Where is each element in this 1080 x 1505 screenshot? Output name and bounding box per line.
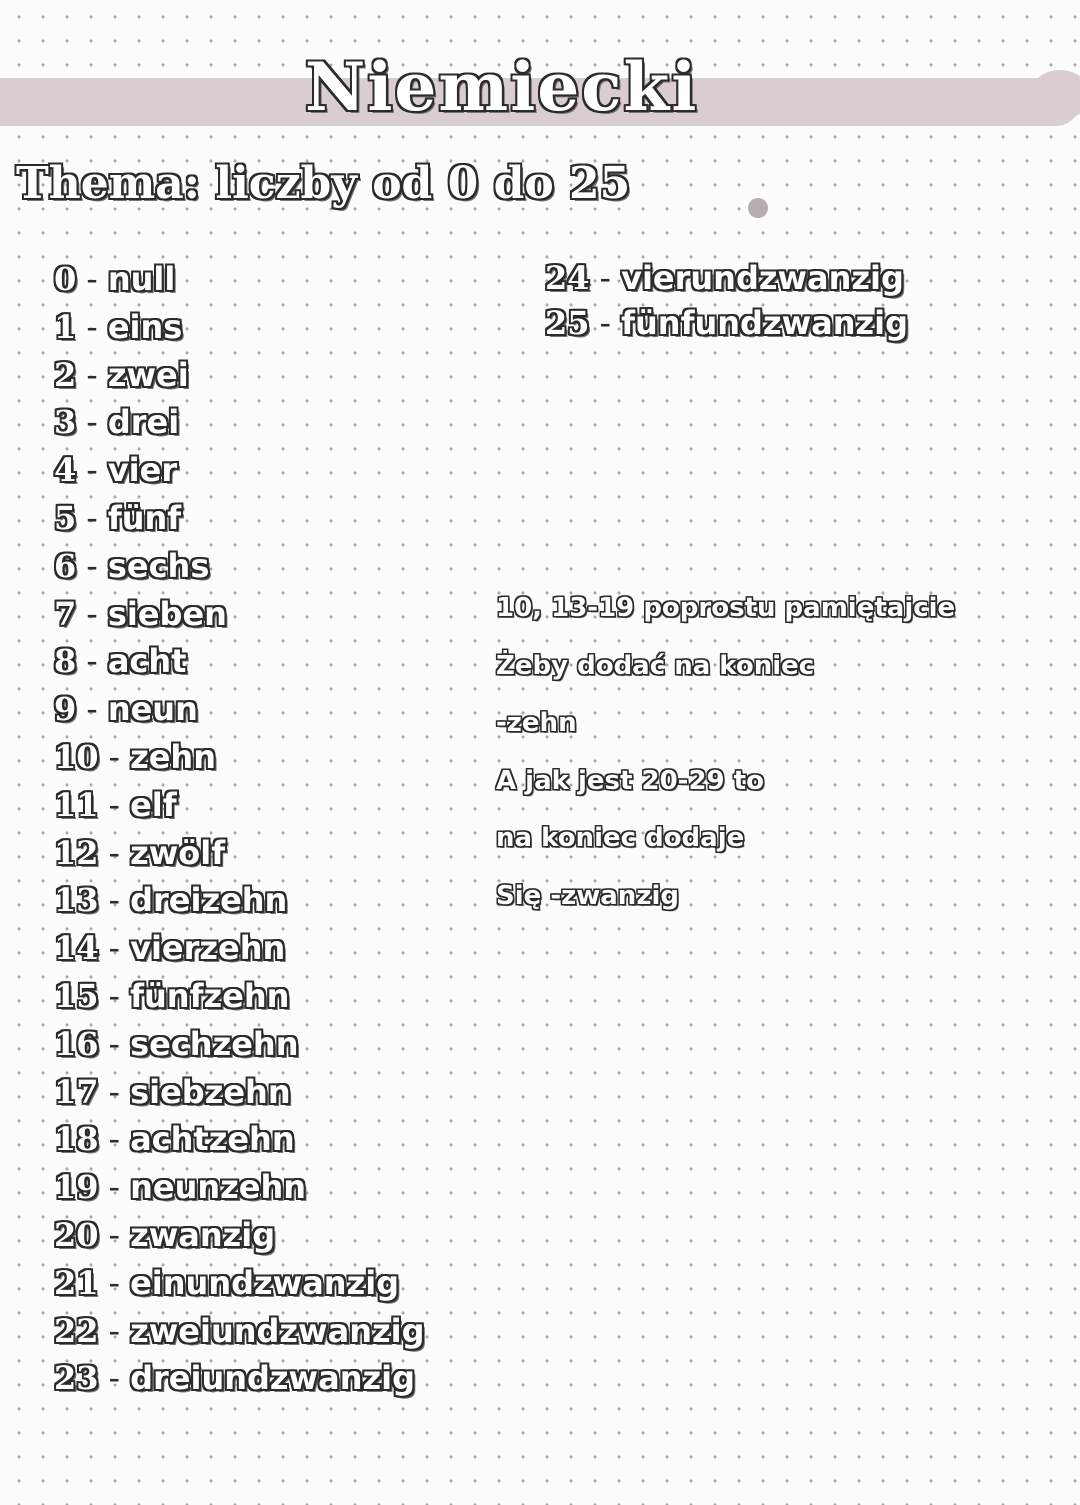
number-digit: 22 bbox=[54, 1311, 99, 1350]
number-word: dreiundzwanzig bbox=[130, 1359, 415, 1398]
number-entry bbox=[54, 877, 424, 925]
number-entry bbox=[54, 1021, 424, 1069]
number-dash: - bbox=[86, 451, 98, 490]
number-word: sieben bbox=[107, 594, 227, 633]
number-entry bbox=[54, 1164, 424, 1212]
number-entry bbox=[54, 1260, 424, 1308]
number-dash: - bbox=[86, 260, 98, 298]
number-entry bbox=[54, 830, 424, 878]
number-word: vier bbox=[107, 451, 178, 490]
decorative-dot bbox=[748, 198, 768, 218]
number-entry bbox=[54, 1069, 424, 1117]
number-entry bbox=[54, 495, 424, 543]
number-entry bbox=[54, 686, 424, 734]
note-line: 10, 13-19 poprostu pamiętajcie bbox=[496, 593, 956, 623]
number-dash: - bbox=[108, 976, 121, 1015]
number-dash: - bbox=[108, 1072, 121, 1111]
number-dash: - bbox=[599, 259, 612, 297]
number-word: zwanzig bbox=[130, 1215, 276, 1254]
note-line: -zehn bbox=[496, 708, 577, 738]
number-dash: - bbox=[108, 833, 121, 872]
number-word: fünfzehn bbox=[130, 976, 290, 1015]
notes-block bbox=[496, 580, 955, 925]
number-dash: - bbox=[86, 642, 98, 681]
number-entry bbox=[54, 447, 424, 495]
number-entry bbox=[54, 1212, 424, 1260]
number-dash: - bbox=[108, 1120, 121, 1159]
number-dash: - bbox=[599, 304, 612, 342]
note-line: A jak jest 20-29 to bbox=[496, 765, 764, 796]
number-digit: 11 bbox=[54, 785, 99, 824]
number-dash: - bbox=[108, 1311, 121, 1350]
number-entry bbox=[54, 1116, 424, 1164]
number-dash: - bbox=[86, 355, 98, 394]
number-word: dreizehn bbox=[130, 881, 288, 920]
number-entry bbox=[54, 543, 424, 591]
number-entry bbox=[54, 591, 424, 639]
number-digit: 8 bbox=[54, 642, 77, 681]
numbers-list-right bbox=[545, 256, 908, 346]
number-dash: - bbox=[108, 881, 121, 920]
number-entry bbox=[54, 734, 424, 782]
number-dash: - bbox=[86, 690, 98, 729]
number-entry bbox=[545, 256, 908, 301]
note-line: Żeby dodać na koniec bbox=[496, 650, 815, 681]
number-digit: 5 bbox=[54, 498, 77, 537]
number-digit: 12 bbox=[54, 833, 99, 872]
number-digit: 24 bbox=[545, 259, 590, 297]
number-digit: 13 bbox=[54, 881, 99, 920]
number-word: fünf bbox=[107, 498, 182, 537]
number-word: neun bbox=[107, 690, 198, 729]
number-digit: 16 bbox=[54, 1024, 99, 1063]
number-dash: - bbox=[108, 1215, 121, 1254]
number-word: eins bbox=[107, 307, 183, 346]
number-digit: 1 bbox=[54, 307, 77, 346]
number-dash: - bbox=[86, 498, 98, 537]
number-digit: 7 bbox=[54, 594, 77, 633]
number-digit: 9 bbox=[54, 690, 77, 729]
page-subtitle: Thema: liczby od 0 do 25 bbox=[16, 158, 631, 209]
number-digit: 0 bbox=[54, 260, 77, 298]
number-entry bbox=[54, 1308, 424, 1356]
number-entry bbox=[54, 399, 424, 447]
number-digit: 20 bbox=[54, 1215, 99, 1254]
number-entry bbox=[54, 1355, 424, 1403]
number-dash: - bbox=[86, 594, 98, 633]
number-dash: - bbox=[108, 1024, 121, 1063]
number-entry bbox=[54, 352, 424, 400]
number-entry bbox=[54, 925, 424, 973]
number-word: zehn bbox=[130, 737, 216, 776]
number-word: sechs bbox=[107, 546, 210, 585]
number-word: null bbox=[107, 260, 176, 298]
number-entry bbox=[54, 256, 424, 304]
number-digit: 6 bbox=[54, 546, 77, 585]
number-dash: - bbox=[108, 785, 121, 824]
number-digit: 17 bbox=[54, 1072, 99, 1111]
number-dash: - bbox=[108, 1359, 121, 1398]
note-line: na koniec dodaje bbox=[496, 823, 745, 853]
number-digit: 10 bbox=[54, 737, 99, 776]
number-word: drei bbox=[107, 403, 180, 442]
number-digit: 2 bbox=[54, 355, 77, 394]
number-dash: - bbox=[108, 1263, 121, 1302]
number-word: siebzehn bbox=[130, 1072, 291, 1111]
number-digit: 14 bbox=[54, 929, 99, 968]
number-word: zwölf bbox=[130, 833, 226, 872]
number-digit: 19 bbox=[54, 1168, 99, 1207]
number-word: vierundzwanzig bbox=[621, 259, 904, 297]
number-dash: - bbox=[86, 403, 98, 442]
note-line: Się -zwanzig bbox=[496, 880, 679, 911]
page-title: Niemiecki bbox=[305, 48, 699, 126]
number-word: elf bbox=[130, 785, 177, 824]
number-dash: - bbox=[86, 546, 98, 585]
number-word: fünfundzwanzig bbox=[621, 304, 909, 342]
number-word: acht bbox=[107, 642, 187, 681]
number-word: zweiundzwanzig bbox=[130, 1311, 425, 1350]
number-entry bbox=[54, 638, 424, 686]
number-digit: 3 bbox=[54, 403, 77, 442]
number-entry bbox=[545, 301, 908, 346]
number-digit: 23 bbox=[54, 1359, 99, 1398]
number-entry bbox=[54, 304, 424, 352]
number-dash: - bbox=[108, 1168, 121, 1207]
number-word: einundzwanzig bbox=[130, 1263, 400, 1302]
number-digit: 4 bbox=[54, 451, 77, 490]
number-entry bbox=[54, 782, 424, 830]
number-entry bbox=[54, 973, 424, 1021]
numbers-list-left bbox=[54, 256, 424, 1403]
number-dash: - bbox=[86, 307, 98, 346]
number-dash: - bbox=[108, 929, 121, 968]
number-word: achtzehn bbox=[130, 1120, 295, 1159]
number-word: neunzehn bbox=[130, 1168, 307, 1207]
number-word: sechzehn bbox=[130, 1024, 299, 1063]
number-dash: - bbox=[108, 737, 121, 776]
number-digit: 25 bbox=[545, 304, 590, 342]
number-digit: 15 bbox=[54, 976, 99, 1015]
number-word: vierzehn bbox=[130, 929, 286, 968]
number-digit: 18 bbox=[54, 1120, 99, 1159]
number-digit: 21 bbox=[54, 1263, 99, 1302]
number-word: zwei bbox=[107, 355, 189, 394]
